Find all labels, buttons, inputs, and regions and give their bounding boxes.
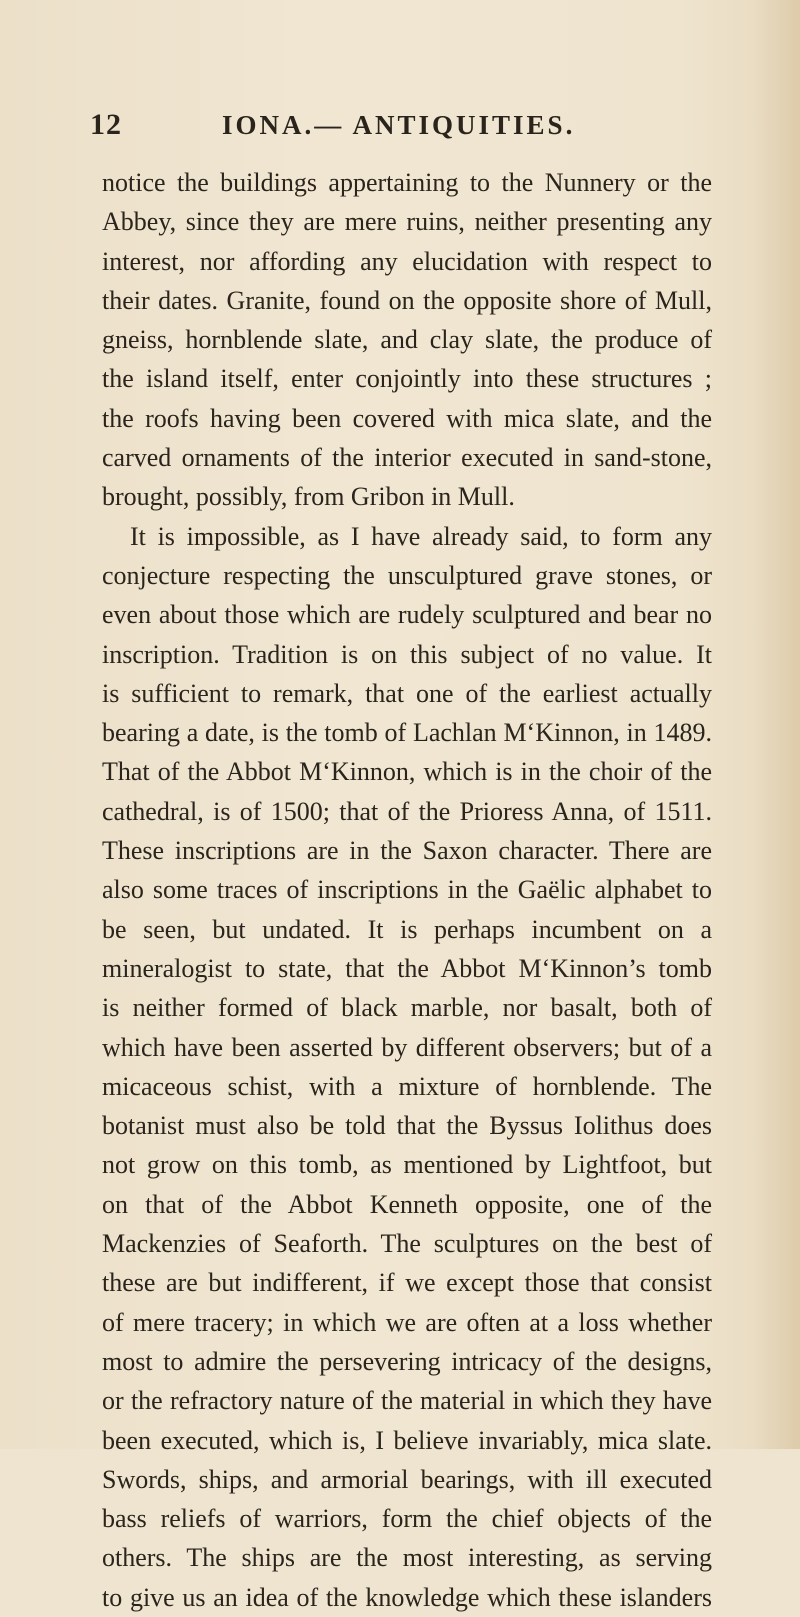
text-line: conjecture respecting the unsculptured grave stones, or — [102, 560, 712, 590]
text-line: others. The ships are the most interesting, as serving — [102, 1543, 712, 1573]
text-line: these are but indifferent, if we except those that consist — [102, 1268, 712, 1298]
page-edge-shadow — [754, 0, 800, 1449]
text-line: These inscriptions are in the Saxon character. There are — [102, 836, 712, 866]
running-title: IONA.— ANTIQUITIES. — [222, 110, 576, 140]
running-head — [90, 108, 770, 148]
text-line: the island itself, enter conjointly into these structures ; — [102, 364, 712, 394]
text-line: botanist must also be told that the Byssus Iolithus does — [102, 1111, 712, 1141]
text-line: is neither formed of black marble, nor basalt, both of — [102, 993, 712, 1023]
text-line: or the refractory nature of the material in which they have — [102, 1386, 712, 1416]
body-text — [102, 163, 712, 1617]
text-line: not grow on this tomb, as mentioned by Lightfoot, but — [102, 1150, 712, 1180]
text-line: is sufficient to remark, that one of the earliest actually — [102, 678, 712, 708]
text-line: notice the buildings appertaining to the Nunnery or the — [102, 168, 712, 197]
text-line: been executed, which is, I believe invariably, mica slate. — [102, 1425, 712, 1455]
text-line: mineralogist to state, that the Abbot M‘Kinnon’s tomb — [102, 953, 712, 983]
text-line: of mere tracery; in which we are often at a loss whether — [102, 1307, 712, 1337]
text-line: the roofs having been covered with mica slate, and the — [102, 403, 712, 433]
paragraph-start-line: It is impossible, as I have already said, to form any — [130, 521, 712, 551]
text-line: That of the Abbot M‘Kinnon, which is in the choir of the — [102, 757, 712, 787]
text-line: brought, possibly, from Gribon in Mull. — [102, 482, 515, 512]
text-line: Swords, ships, and armorial bearings, with ill executed — [102, 1464, 712, 1494]
text-line: Abbey, since they are mere ruins, neither presenting any — [102, 207, 712, 237]
text-line: inscription. Tradition is on this subject of no value. It — [102, 639, 712, 669]
page-number: 12 — [90, 108, 122, 141]
text-line: which have been asserted by different observers; but of a — [102, 1032, 712, 1062]
text-line: even about those which are rudely sculptured and bear no — [102, 600, 712, 630]
text-line: cathedral, is of 1500; that of the Prioress Anna, of 1511. — [102, 796, 712, 826]
text-line: most to admire the persevering intricacy of the designs, — [102, 1346, 712, 1376]
text-line: Mackenzies of Seaforth. The sculptures on the best of — [102, 1229, 712, 1259]
text-line: be seen, but undated. It is perhaps incumbent on a — [102, 914, 712, 944]
text-line: also some traces of inscriptions in the Gaëlic alphabet to — [102, 875, 712, 905]
text-line: bass reliefs of warriors, form the chief objects of the — [102, 1504, 712, 1534]
text-line: to give us an idea of the knowledge which these islanders — [102, 1582, 712, 1612]
text-line: gneiss, hornblende slate, and clay slate, the produce of — [102, 325, 712, 355]
text-line: bearing a date, is the tomb of Lachlan M‘Kinnon, in 1489. — [102, 718, 712, 748]
text-line: micaceous schist, with a mixture of hornblende. The — [102, 1071, 712, 1101]
text-line: carved ornaments of the interior executed in sand-stone, — [102, 443, 712, 473]
text-line: interest, nor affording any elucidation with respect to — [102, 246, 712, 276]
text-line: their dates. Granite, found on the opposite shore of Mull, — [102, 285, 712, 315]
text-line: on that of the Abbot Kenneth opposite, one of the — [102, 1189, 712, 1219]
